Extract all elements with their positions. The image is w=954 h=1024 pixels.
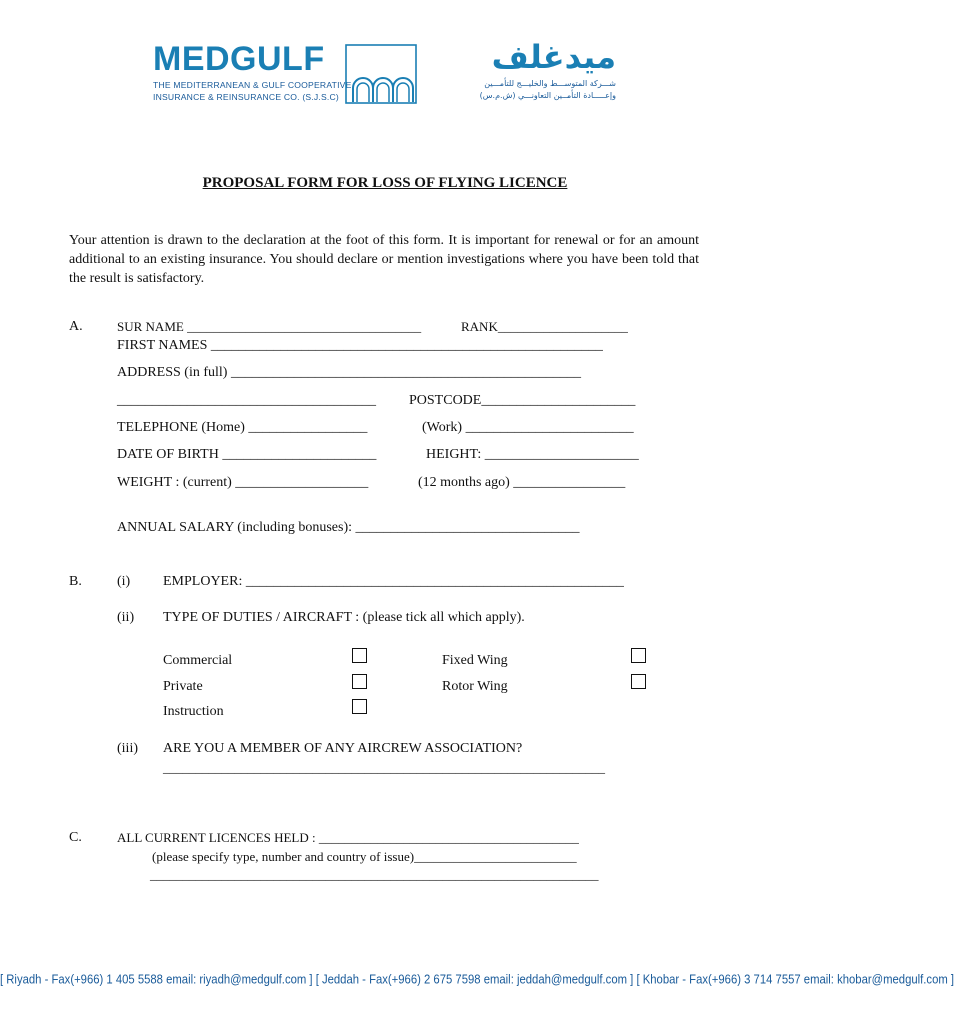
licences-held-field[interactable]: ALL CURRENT LICENCES HELD : ________________________________________ [117, 830, 579, 845]
option-commercial-label: Commercial [163, 653, 233, 668]
logo-arabic: ميدغلف [491, 38, 616, 76]
logo-arabic-line1: شـــركة المتوســـط والخليـــج للتأمـــين [484, 79, 616, 88]
logo-english-line1: THE MEDITERRANEAN & GULF COOPERATIVE [153, 80, 352, 90]
rank-field[interactable]: RANK____________________ [461, 319, 628, 334]
telephone-home-field[interactable]: TELEPHONE (Home) _________________ [117, 420, 368, 435]
address-field[interactable]: ADDRESS (in full) __________________________________________________ [117, 365, 581, 380]
form-title: PROPOSAL FORM FOR LOSS OF FLYING LICENCE [202, 175, 568, 191]
footer-contacts: [ Riyadh - Fax(+966) 1 405 5588 email: riyadh@medgulf.com ] [ Jeddah - Fax(+966) 2 675 7598 email: jeddah@medgulf.com ] [ Khobar - Fax(+966) 3 714 7557 email: khobar@medgulf.com ] [0, 973, 954, 987]
intro-paragraph: Your attention is drawn to the declaration at the foot of this form. It is important for renewal or for an amount additional to an existing insurance. You should declare or mention investigations where you have been told that the result is satisfactory. [69, 233, 699, 286]
weight-12-months-ago-field[interactable]: (12 months ago) ________________ [418, 475, 626, 490]
annual-salary-field[interactable]: ANNUAL SALARY (including bonuses): ________________________________ [117, 520, 580, 535]
telephone-work-field[interactable]: (Work) ________________________ [422, 420, 634, 435]
logo-arabic-line2: وإعـــــادة التأمــين التعاونـــي (ش.م.س) [479, 91, 616, 100]
option-fixed-wing-label: Fixed Wing [442, 653, 508, 668]
logo-english-line2: INSURANCE & REINSURANCE CO. (S.J.S.C) [153, 92, 339, 102]
option-rotor-wing-label: Rotor Wing [442, 679, 508, 694]
rotor-wing-checkbox[interactable] [631, 674, 646, 689]
weight-current-field[interactable]: WEIGHT : (current) ___________________ [117, 475, 369, 490]
section-b-letter: B. [69, 574, 82, 589]
association-question: ARE YOU A MEMBER OF ANY AIRCREW ASSOCIATION? [163, 741, 523, 756]
fixed-wing-checkbox[interactable] [631, 648, 646, 663]
licences-specify-field[interactable]: (please specify type, number and country of issue)_________________________ [152, 849, 577, 864]
date-of-birth-field[interactable]: DATE OF BIRTH ______________________ [117, 447, 377, 462]
section-c-letter: C. [69, 830, 82, 845]
item-iii-number: (iii) [117, 741, 138, 756]
surname-field[interactable]: SUR NAME ____________________________________ [117, 319, 422, 334]
instruction-checkbox[interactable] [352, 699, 367, 714]
first-names-field[interactable]: FIRST NAMES ________________________________________________________ [117, 338, 603, 353]
section-a-letter: A. [69, 319, 83, 334]
employer-field[interactable]: EMPLOYER: ______________________________________________________ [163, 574, 624, 589]
postcode-field[interactable]: POSTCODE______________________ [409, 393, 636, 408]
private-checkbox[interactable] [352, 674, 367, 689]
address-line2-field[interactable]: _____________________________________ [117, 393, 376, 408]
logo-english: MEDGULF [153, 40, 325, 78]
item-i-number: (i) [117, 574, 131, 589]
item-ii-number: (ii) [117, 610, 135, 625]
option-private-label: Private [163, 679, 203, 694]
association-answer-field[interactable]: ____________________________________________________________________ [163, 760, 605, 775]
arch-logo-icon [345, 44, 417, 104]
commercial-checkbox[interactable] [352, 648, 367, 663]
height-field[interactable]: HEIGHT: ______________________ [426, 447, 639, 462]
option-instruction-label: Instruction [163, 704, 224, 719]
duties-question: TYPE OF DUTIES / AIRCRAFT : (please tick all which apply). [163, 610, 525, 625]
licences-extra-line-field[interactable]: _____________________________________________________________________ [150, 867, 599, 882]
